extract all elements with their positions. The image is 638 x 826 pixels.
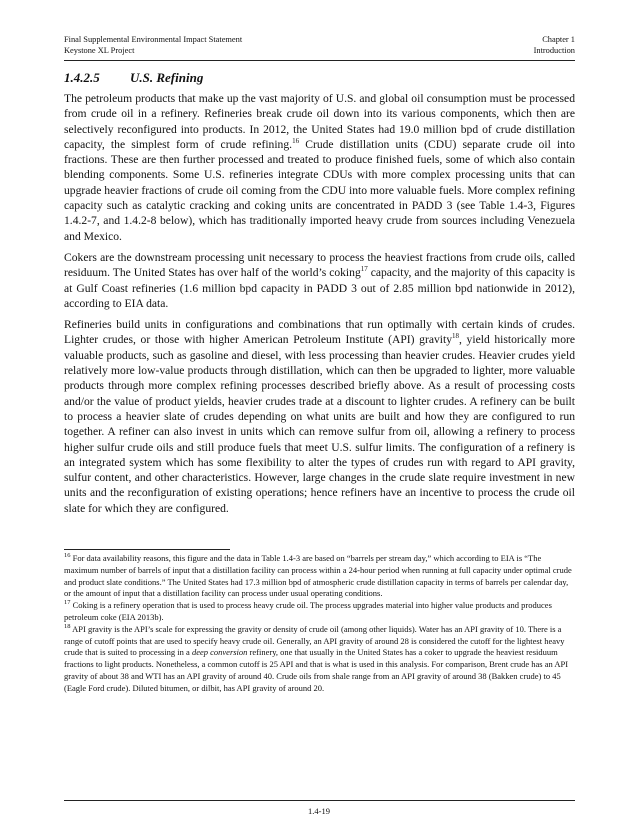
header-chapter: Chapter 1 <box>542 35 575 44</box>
header-divider <box>64 60 575 61</box>
header-section: Introduction <box>533 46 575 55</box>
footnote-18: $^{18}$ API gravity is the API’s scale for expressing the gravity or density of crude oil (among other liquids). Water has an API gravity of 10. There is a range of cutoff points that are used to specify heavy crude oil. Generally, an API gravity of around 28 is considered the cutoff for the lightest heavy crude that is suited to processing in a deep conversion refinery, one that usually in the United States has a coker to upgrade the heaviest residuum fractions to light products. Nonetheless, a common cutoff is 25 API and that is what is used in this analysis. For comparison, Brent crude has an API gravity of about 38 and WTI has an API gravity of around 40. Crude oils from shale range from an API gravity of around 38 (Bakken crude) to 45 (Eagle Ford crude). Diluted bitumen, or dilbit, has API gravity of around 20. <box>64 622 569 693</box>
section-title: U.S. Refining <box>130 70 204 85</box>
footnote-ref-18[interactable]: 18 <box>452 332 460 341</box>
footnote-divider <box>64 549 230 550</box>
body-text <box>64 91 575 522</box>
footnote-17: $^{17}$ Coking is a refinery operation that is used to process heavy crude oil. The process upgrades material into higher value products and produces petroleum coke (EIA 2013b). <box>64 599 552 622</box>
page-number: 1.4-19 <box>308 806 330 816</box>
footnotes <box>64 553 575 695</box>
page-header <box>64 34 575 56</box>
paragraph-cokers: Cokers are the downstream processing unit necessary to process the heaviest fractions from crude oils, called residuum. The United States has over half of the world’s coking$^{17}$ capacity, and the majority of this capacity is at Gulf Coast refineries (1.6 million bpd capacity in PADD 3 out of 2.85 million bpd nationwide in 2012), according to EIA data. <box>64 250 575 310</box>
footnote-16: $^{16}$ For data availability reasons, this figure and the data in Table 1.4-3 are based on “barrels per stream day,” which according to EIA is “The maximum number of barrels of input that a distillation facility can process within a 24-hour period when running at full capacity under optimal crude and product slate conditions.” The United States had 17.3 million bpd of atmospheric crude distillation capacity in terms of barrels per calendar day, or the amount of input that a distillation facility can process under usual operating conditions. <box>64 552 572 599</box>
header-doc-title: Final Supplemental Environmental Impact Statement <box>64 35 243 44</box>
paragraph-refinery-configuration: Refineries build units in configurations and combinations that run optimally with certain kinds of crudes. Lighter crudes, or those with higher American Petroleum Institute (API) gravity$^{18}$, yield historically more valuable products, such as gasoline and diesel, with less processing than heavier crudes. Heavier crudes yield relatively more low-value products through distillation, which can then be upgraded to lighter, more valuable products through more complex refining processes described briefly above. As a result of processing costs and/or the value of product yields, heavier crudes trade at a discount to lighter crudes. A refinery can be built to process a heavier slate of crudes depending on what units are built and how they are configured to run together. A refiner can also invest in units which can remove sulfur from oil, allowing a refinery to process higher sulfur crude oils and still produce fuels that meet U.S. sulfur limits. The configuration of a refinery is an integrated system which has some flexibility to alter the types of crudes run with regard to API gravity, sulfur content, and other characteristics. However, large changes in the crude slate require investment in new units and the reconfiguration of existing operations; hence refiners have an incentive to process the crude oil slate for which they are configured. <box>64 318 575 515</box>
header-project: Keystone XL Project <box>64 46 135 55</box>
section-heading <box>64 70 203 86</box>
footer-divider <box>64 800 575 801</box>
footnote-ref-16[interactable]: 16 <box>292 137 300 146</box>
footnote-ref-17[interactable]: 17 <box>360 265 368 274</box>
paragraph-refining-overview: The petroleum products that make up the vast majority of U.S. and global oil consumption must be processed from crude oil in a refinery. Refineries break crude oil down into its various components, which then are selectively reconfigured into products. In 2012, the United States had 19.0 million bpd of crude distillation capacity, the simplest form of crude refining.$^{16}$ Crude distillation units (CDU) separate crude oil into fractions. These are then further processed and treated to produce finished fuels, some of which also contain blending components. Some U.S. refineries integrate CDUs with more complex processing units that can upgrade heavier fractions of crude oil coming from the CDU into more valuable fuels. More complex refining capacity such as catalytic cracking and coking units are concentrated in PADD 3 (see Table 1.4-3, Figures 1.4.2-7, and 1.4.2-8 below), which has traditionally imported heavy crude from sources including Venezuela and Mexico. <box>64 92 575 243</box>
section-number: 1.4.2.5 <box>64 70 100 85</box>
